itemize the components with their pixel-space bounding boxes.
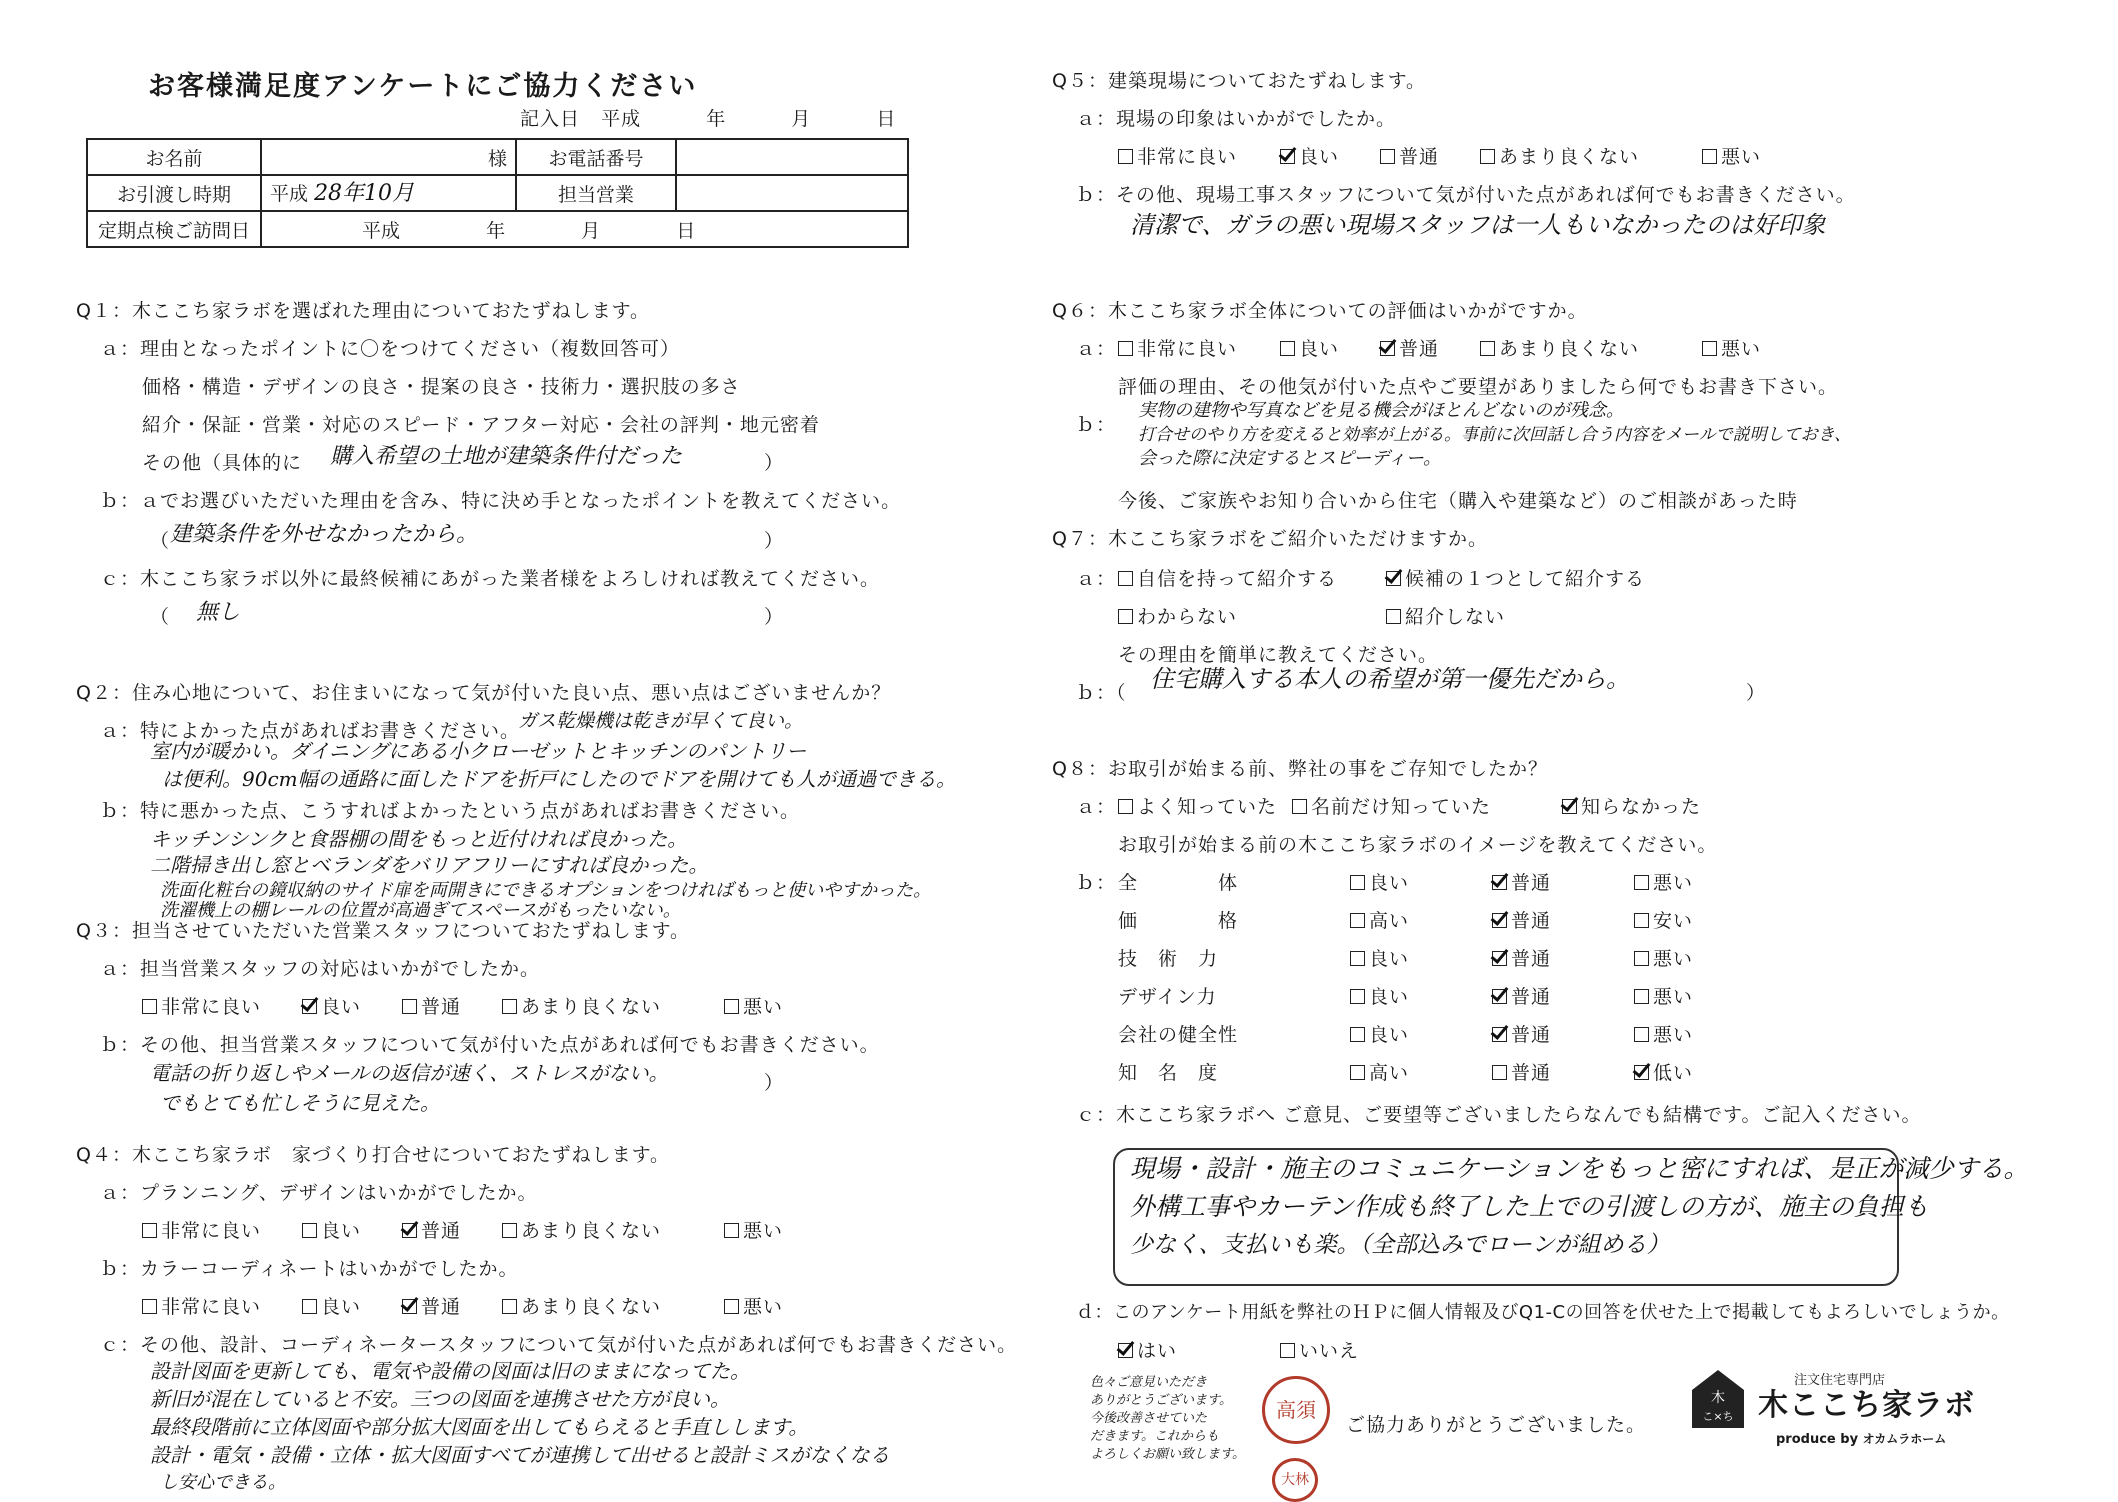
q5-opt-3[interactable]: あまり良くない [1480, 146, 1639, 168]
q4-c-answer-2: 新旧が混在していると不安。三つの図面を連携させた方が良い。 [150, 1387, 730, 1411]
q4a-opt-2[interactable]: 普通 [402, 1220, 461, 1242]
q8-row-option[interactable] [1634, 948, 1693, 970]
checked-checkbox[interactable] [1492, 989, 1507, 1004]
checkbox[interactable] [1492, 1065, 1507, 1080]
checkbox[interactable] [1634, 1027, 1649, 1042]
q5-opt-0[interactable]: 非常に良い [1118, 146, 1237, 168]
q8-row-option-label: 普通 [1511, 1062, 1552, 1084]
q8-row-option-label: 良い [1369, 872, 1410, 894]
checked-checkbox[interactable] [1492, 1027, 1507, 1042]
q3-b-prompt: ｂ：その他、担当営業スタッフについて気が付いた点があれば何でもお書きください。 [100, 1034, 880, 1056]
q8-row-option[interactable] [1492, 872, 1551, 894]
q8-row-label: 知 名 度 [1118, 1062, 1219, 1084]
q4b-opt-4[interactable]: 悪い [724, 1296, 783, 1318]
q8-a-label: ａ： [1076, 796, 1117, 818]
q4a-opt-3[interactable]: あまり良くない [502, 1220, 661, 1242]
q5-opt-4[interactable]: 悪い [1702, 146, 1761, 168]
logo-produce: produce by オカムラホーム [1776, 1432, 1947, 1447]
q8-image-prompt: お取引が始まる前の木ここち家ラボのイメージを教えてください。 [1118, 834, 1718, 856]
q2-a-prompt: ａ：特によかった点があればお書きください。 [100, 720, 521, 742]
q4a-opt-1[interactable]: 良い [302, 1220, 361, 1242]
q7-opt-0[interactable]: 自信を持って紹介する [1118, 568, 1337, 590]
q8-row-option-label: 良い [1369, 948, 1410, 970]
svg-text:木: 木 [1711, 1390, 1725, 1406]
q7-heading: Q７：木ここち家ラボをご紹介いただけますか。 [1052, 528, 1488, 550]
q8-row-option[interactable] [1492, 1024, 1551, 1046]
q8-opt-2[interactable]: 知らなかった [1562, 796, 1701, 818]
q4b-opt-3[interactable]: あまり良くない [502, 1296, 661, 1318]
phone-label: お電話番号 [516, 139, 676, 175]
q4-c-prompt: ｃ：その他、設計、コーディネータースタッフについて気が付いた点があれば何でもお書きください。 [100, 1334, 1018, 1356]
q8-row-label: 価 格 [1118, 910, 1239, 932]
q7-opt-2[interactable]: わからない [1118, 606, 1237, 628]
checkbox[interactable] [1634, 951, 1649, 966]
q6-opt-1[interactable]: 良い [1280, 338, 1339, 360]
q1-b-close: ） [764, 530, 785, 552]
q3-opt-4[interactable]: 悪い [724, 996, 783, 1018]
name-label: お名前 [87, 139, 261, 175]
q4-c-answer-4: 設計・電気・設備・立体・拡大図面すべてが連携して出せると設計ミスがなくなる [150, 1443, 890, 1467]
q3-opt-1[interactable]: 良い [302, 996, 361, 1018]
q5-heading: Q５：建築現場についておたずねします。 [1052, 70, 1427, 92]
q1-heading: Q１：木ここち家ラボを選ばれた理由についておたずねします。 [76, 300, 651, 322]
checkbox[interactable] [1634, 875, 1649, 890]
q8-c-answer-3: 少なく、支払いも楽。（全部込みでローンが組める） [1130, 1232, 1670, 1258]
q8-row-option-label: 普通 [1511, 872, 1552, 894]
q1-options-line2: 紹介・保証・営業・対応のスピード・アフター対応・会社の評判・地元密着 [142, 414, 820, 436]
q8-row-option-label: 普通 [1511, 948, 1552, 970]
q5-a-prompt: ａ：現場の印象はいかがでしたか。 [1076, 108, 1397, 130]
q3-a-prompt: ａ：担当営業スタッフの対応はいかがでしたか。 [100, 958, 541, 980]
checkbox[interactable] [1634, 989, 1649, 1004]
q5-opt-1[interactable]: 良い [1280, 146, 1339, 168]
q2-b-answer-1: キッチンシンクと食器棚の間をもっと近付ければ良かった。 [150, 827, 688, 851]
page-title: お客様満足度アンケートにご協力ください [148, 71, 698, 102]
q1-other-answer: 購入希望の土地が建築条件付だった [330, 444, 683, 469]
q8-row-option[interactable] [1492, 1062, 1551, 1084]
q5-b-answer: 清潔で、ガラの悪い現場スタッフは一人もいなかったのは好印象 [1130, 211, 1826, 239]
q7-a-label: ａ： [1076, 568, 1117, 590]
q2-a-answer-3: は便利。90cm幅の通路に面したドアを折戸にしたのでドアを開けても人が通過できる。 [162, 767, 957, 791]
q2-a-answer-1: ガス乾燥機は乾きが早くて良い。 [518, 710, 804, 732]
q8-row-option-label: 普通 [1511, 986, 1552, 1008]
q8-row-option-label: 悪い [1653, 948, 1694, 970]
q4a-opt-4[interactable]: 悪い [724, 1220, 783, 1242]
q7-preface: 今後、ご家族やお知り合いから住宅（購入や建築など）のご相談があった時 [1118, 490, 1798, 512]
q8-row-option-label: 良い [1369, 1024, 1410, 1046]
q8-row-label: 全 体 [1118, 872, 1239, 894]
q6-opt-0[interactable]: 非常に良い [1118, 338, 1237, 360]
q8-opt-0[interactable]: よく知っていた [1118, 796, 1277, 818]
logo-subtitle: 注文住宅専門店 [1794, 1373, 1886, 1388]
q3-b-answer-1: 電話の折り返しやメールの返信が速く、ストレスがない。 [150, 1061, 669, 1085]
q4-a-prompt: ａ：プランニング、デザインはいかがでしたか。 [100, 1182, 538, 1204]
q8-row-option-label: 悪い [1653, 872, 1694, 894]
q8-row-option[interactable] [1492, 948, 1551, 970]
q5-opt-2[interactable]: 普通 [1380, 146, 1439, 168]
q8-row-option-label: 低い [1653, 1062, 1694, 1084]
q8-d-prompt: ｄ：このアンケート用紙を弊社のＨＰに個人情報及びQ1-Cの回答を伏せた上で掲載してもよろしいでしょうか。 [1076, 1302, 2010, 1323]
checkbox[interactable] [1350, 989, 1365, 1004]
q2-a-answer-2: 室内が暖かい。ダイニングにある小クローゼットとキッチンのパントリー [150, 739, 807, 763]
q8-row-label: デザイン力 [1118, 986, 1217, 1008]
q2-b-answer-3: 洗面化粧台の鏡収納のサイド扉を両開きにできるオプションをつければもっと使いやすかった。 [160, 880, 932, 901]
q8-row-option[interactable] [1350, 910, 1409, 932]
q2-heading: Q２：住み心地について、お住まいになって気が付いた良い点、悪い点はございませんか？ [76, 682, 892, 704]
q4b-opt-0[interactable]: 非常に良い [142, 1296, 261, 1318]
q2-b-prompt: ｂ：特に悪かった点、こうすればよかったという点があればお書きください。 [100, 800, 801, 822]
q4a-opt-0[interactable]: 非常に良い [142, 1220, 261, 1242]
q8-row-label: 技 術 力 [1118, 948, 1219, 970]
q1-a-prompt: ａ：理由となったポイントに〇をつけてください（複数回答可） [100, 338, 681, 360]
q8-row-option[interactable] [1634, 872, 1693, 894]
checked-checkbox[interactable] [1492, 951, 1507, 966]
q6-opt-2[interactable]: 普通 [1380, 338, 1439, 360]
q3-heading: Q３：担当させていただいた営業スタッフについておたずねします。 [76, 920, 691, 942]
sales-label: 担当営業 [516, 175, 676, 211]
q7-opt-1[interactable]: 候補の１つとして紹介する [1386, 568, 1645, 590]
q1-c-open: （ [150, 606, 171, 628]
q8-row-label: 会社の健全性 [1118, 1024, 1239, 1046]
q4b-opt-1[interactable]: 良い [302, 1296, 361, 1318]
q8-row-option[interactable] [1350, 986, 1409, 1008]
q8-row-option[interactable] [1634, 1062, 1693, 1084]
q8-row-option[interactable] [1634, 910, 1693, 932]
checkbox[interactable] [1350, 1065, 1365, 1080]
checked-checkbox[interactable] [1634, 1065, 1649, 1080]
stamp-takasu: 高須 [1262, 1376, 1330, 1444]
q4-c-answer-1: 設計図面を更新しても、電気や設備の図面は旧のままになってた。 [150, 1359, 750, 1383]
q7-b-label: ｂ：（ [1076, 682, 1127, 704]
q7-opt-3[interactable]: 紹介しない [1386, 606, 1505, 628]
q8-row-option-label: 高い [1369, 1062, 1410, 1084]
q7-b-close: ） [1746, 682, 1767, 704]
q7-reason-prompt: その理由を簡単に教えてください。 [1118, 644, 1439, 666]
q8-row-option[interactable] [1350, 948, 1409, 970]
q6-opt-3[interactable]: あまり良くない [1480, 338, 1639, 360]
q2-b-answer-2: 二階掃き出し窓とベランダをバリアフリーにすれば良かった。 [150, 853, 709, 877]
q1-c-close: ） [764, 606, 785, 628]
q3-b-answer-2: でもとても忙しそうに見えた。 [160, 1091, 440, 1115]
q8-row-option[interactable] [1634, 1024, 1693, 1046]
q6-b-answer-2: 打合せのやり方を変えると効率が上がる。事前に次回話し合う内容をメールで説明しておき、 [1138, 425, 1851, 445]
q6-heading: Q６：木ここち家ラボ全体についての評価はいかがですか。 [1052, 300, 1588, 322]
phone-field[interactable] [676, 139, 908, 175]
q8-row-option[interactable] [1350, 872, 1409, 894]
q4-b-prompt: ｂ：カラーコーディネートはいかがでしたか。 [100, 1258, 519, 1280]
checkbox[interactable] [1350, 951, 1365, 966]
q8-row-option[interactable] [1350, 1062, 1409, 1084]
date-line: 記入日 平成 年 月 日 [520, 108, 897, 130]
q3-opt-3[interactable]: あまり良くない [502, 996, 661, 1018]
q8-row-option[interactable] [1350, 1024, 1409, 1046]
q1-other-close: ） [764, 452, 785, 474]
q4b-opt-2[interactable]: 普通 [402, 1296, 461, 1318]
handover-label: お引渡し時期 [87, 175, 261, 211]
q8-d-yes[interactable]: はい [1118, 1340, 1177, 1362]
q4-c-answer-5: し安心できる。 [160, 1472, 286, 1493]
visit-field[interactable]: 平成 年 月 日 [261, 211, 908, 247]
q1-c-answer: 無し [196, 600, 241, 625]
q8-c-prompt: ｃ：木ここち家ラボへ ご意見、ご要望等ございましたらなんでも結構です。ご記入ください。 [1076, 1104, 1922, 1126]
q8-row-option-label: 良い [1369, 986, 1410, 1008]
handover-field[interactable]: 平成 28年10月 [261, 175, 516, 211]
q8-row-option[interactable] [1492, 910, 1551, 932]
visit-label: 定期点検ご訪問日 [87, 211, 261, 247]
q1-b-prompt: ｂ：ａでお選びいただいた理由を含み、特に決め手となったポイントを教えてください。 [100, 490, 902, 512]
checkbox[interactable] [1350, 1027, 1365, 1042]
customer-info-table [86, 138, 909, 248]
checkbox[interactable] [1634, 913, 1649, 928]
q8-c-answer-1: 現場・設計・施主のコミュニケーションをもっと密にすれば、是正が減少する。 [1130, 1154, 2029, 1183]
q8-row-option-label: 安い [1653, 910, 1694, 932]
svg-text:こ×ち: こ×ち [1702, 1410, 1734, 1423]
q8-row-option[interactable] [1492, 986, 1551, 1008]
checked-checkbox[interactable] [1492, 875, 1507, 890]
q8-row-option-label: 悪い [1653, 1024, 1694, 1046]
q8-heading: Q８：お取引が始まる前、弊社の事をご存知でしたか？ [1052, 758, 1548, 780]
q5-b-prompt: ｂ：その他、現場工事スタッフについて気が付いた点があれば何でもお書きください。 [1076, 184, 1856, 206]
name-field[interactable]: 様 [261, 139, 516, 175]
q7-b-answer: 住宅購入する本人の希望が第一優先だから。 [1150, 665, 1630, 693]
stamp-obayashi: 大林 [1272, 1458, 1318, 1502]
q6-b-label: ｂ： [1076, 414, 1117, 436]
q1-options-line1: 価格・構造・デザインの良さ・提案の良さ・技術力・選択肢の多さ [142, 376, 741, 398]
checkbox[interactable] [1350, 875, 1365, 890]
q6-reason-prompt: 評価の理由、その他気が付いた点やご要望がありましたら何でもお書き下さい。 [1118, 376, 1839, 398]
q1-c-prompt: ｃ：木ここち家ラボ以外に最終候補にあがった業者様をよろしければ教えてください。 [100, 568, 881, 590]
q4-c-answer-3: 最終段階前に立体図面や部分拡大図面を出してもらえると手直しします。 [150, 1415, 809, 1439]
q8-c-answer-2: 外構工事やカーテン作成も終了した上での引渡しの方が、施主の負担も [1130, 1192, 1929, 1221]
checked-checkbox[interactable] [1492, 913, 1507, 928]
checkbox[interactable] [1350, 913, 1365, 928]
q8-b-label: ｂ： [1076, 872, 1117, 894]
q2-b-answer-4: 洗濯機上の棚レールの位置が高過ぎてスペースがもったいない。 [160, 900, 681, 921]
q8-row-option-label: 悪い [1653, 986, 1694, 1008]
q8-row-option[interactable] [1634, 986, 1693, 1008]
q8-d-no[interactable]: いいえ [1280, 1340, 1359, 1362]
q6-opt-4[interactable]: 悪い [1702, 338, 1761, 360]
q1-b-answer: 建築条件を外せなかったから。 [170, 522, 479, 547]
house-logo-icon [1690, 1368, 1746, 1430]
q6-b-answer-1: 実物の建物や写真などを見る機会がほとんどないのが残念。 [1138, 400, 1624, 421]
q3-opt-2[interactable]: 普通 [402, 996, 461, 1018]
sales-field[interactable] [676, 175, 908, 211]
q8-row-option-label: 普通 [1511, 910, 1552, 932]
q6-b-answer-3: 会った際に決定するとスピーディー。 [1138, 448, 1442, 469]
staff-note: 色々ご意見いただき ありがとうございます。 今後改善させていた だきます。これからも よろしくお願い致します。 [1090, 1375, 1245, 1462]
logo-name: 木ここち家ラボ [1758, 1388, 1975, 1423]
q4-heading: Q４：木ここち家ラボ 家づくり打合せについておたずねします。 [76, 1144, 671, 1166]
q8-row-option-label: 普通 [1511, 1024, 1552, 1046]
q8-row-option-label: 高い [1369, 910, 1410, 932]
q3-opt-0[interactable]: 非常に良い [142, 996, 261, 1018]
q6-a-label: ａ： [1076, 338, 1117, 360]
q8-opt-1[interactable]: 名前だけ知っていた [1292, 796, 1491, 818]
q1-other: その他（具体的に [142, 452, 303, 474]
q1-b-open: （ [150, 530, 171, 552]
q3-b-close: ） [764, 1072, 785, 1094]
thanks-text: ご協力ありがとうございました。 [1346, 1414, 1647, 1436]
